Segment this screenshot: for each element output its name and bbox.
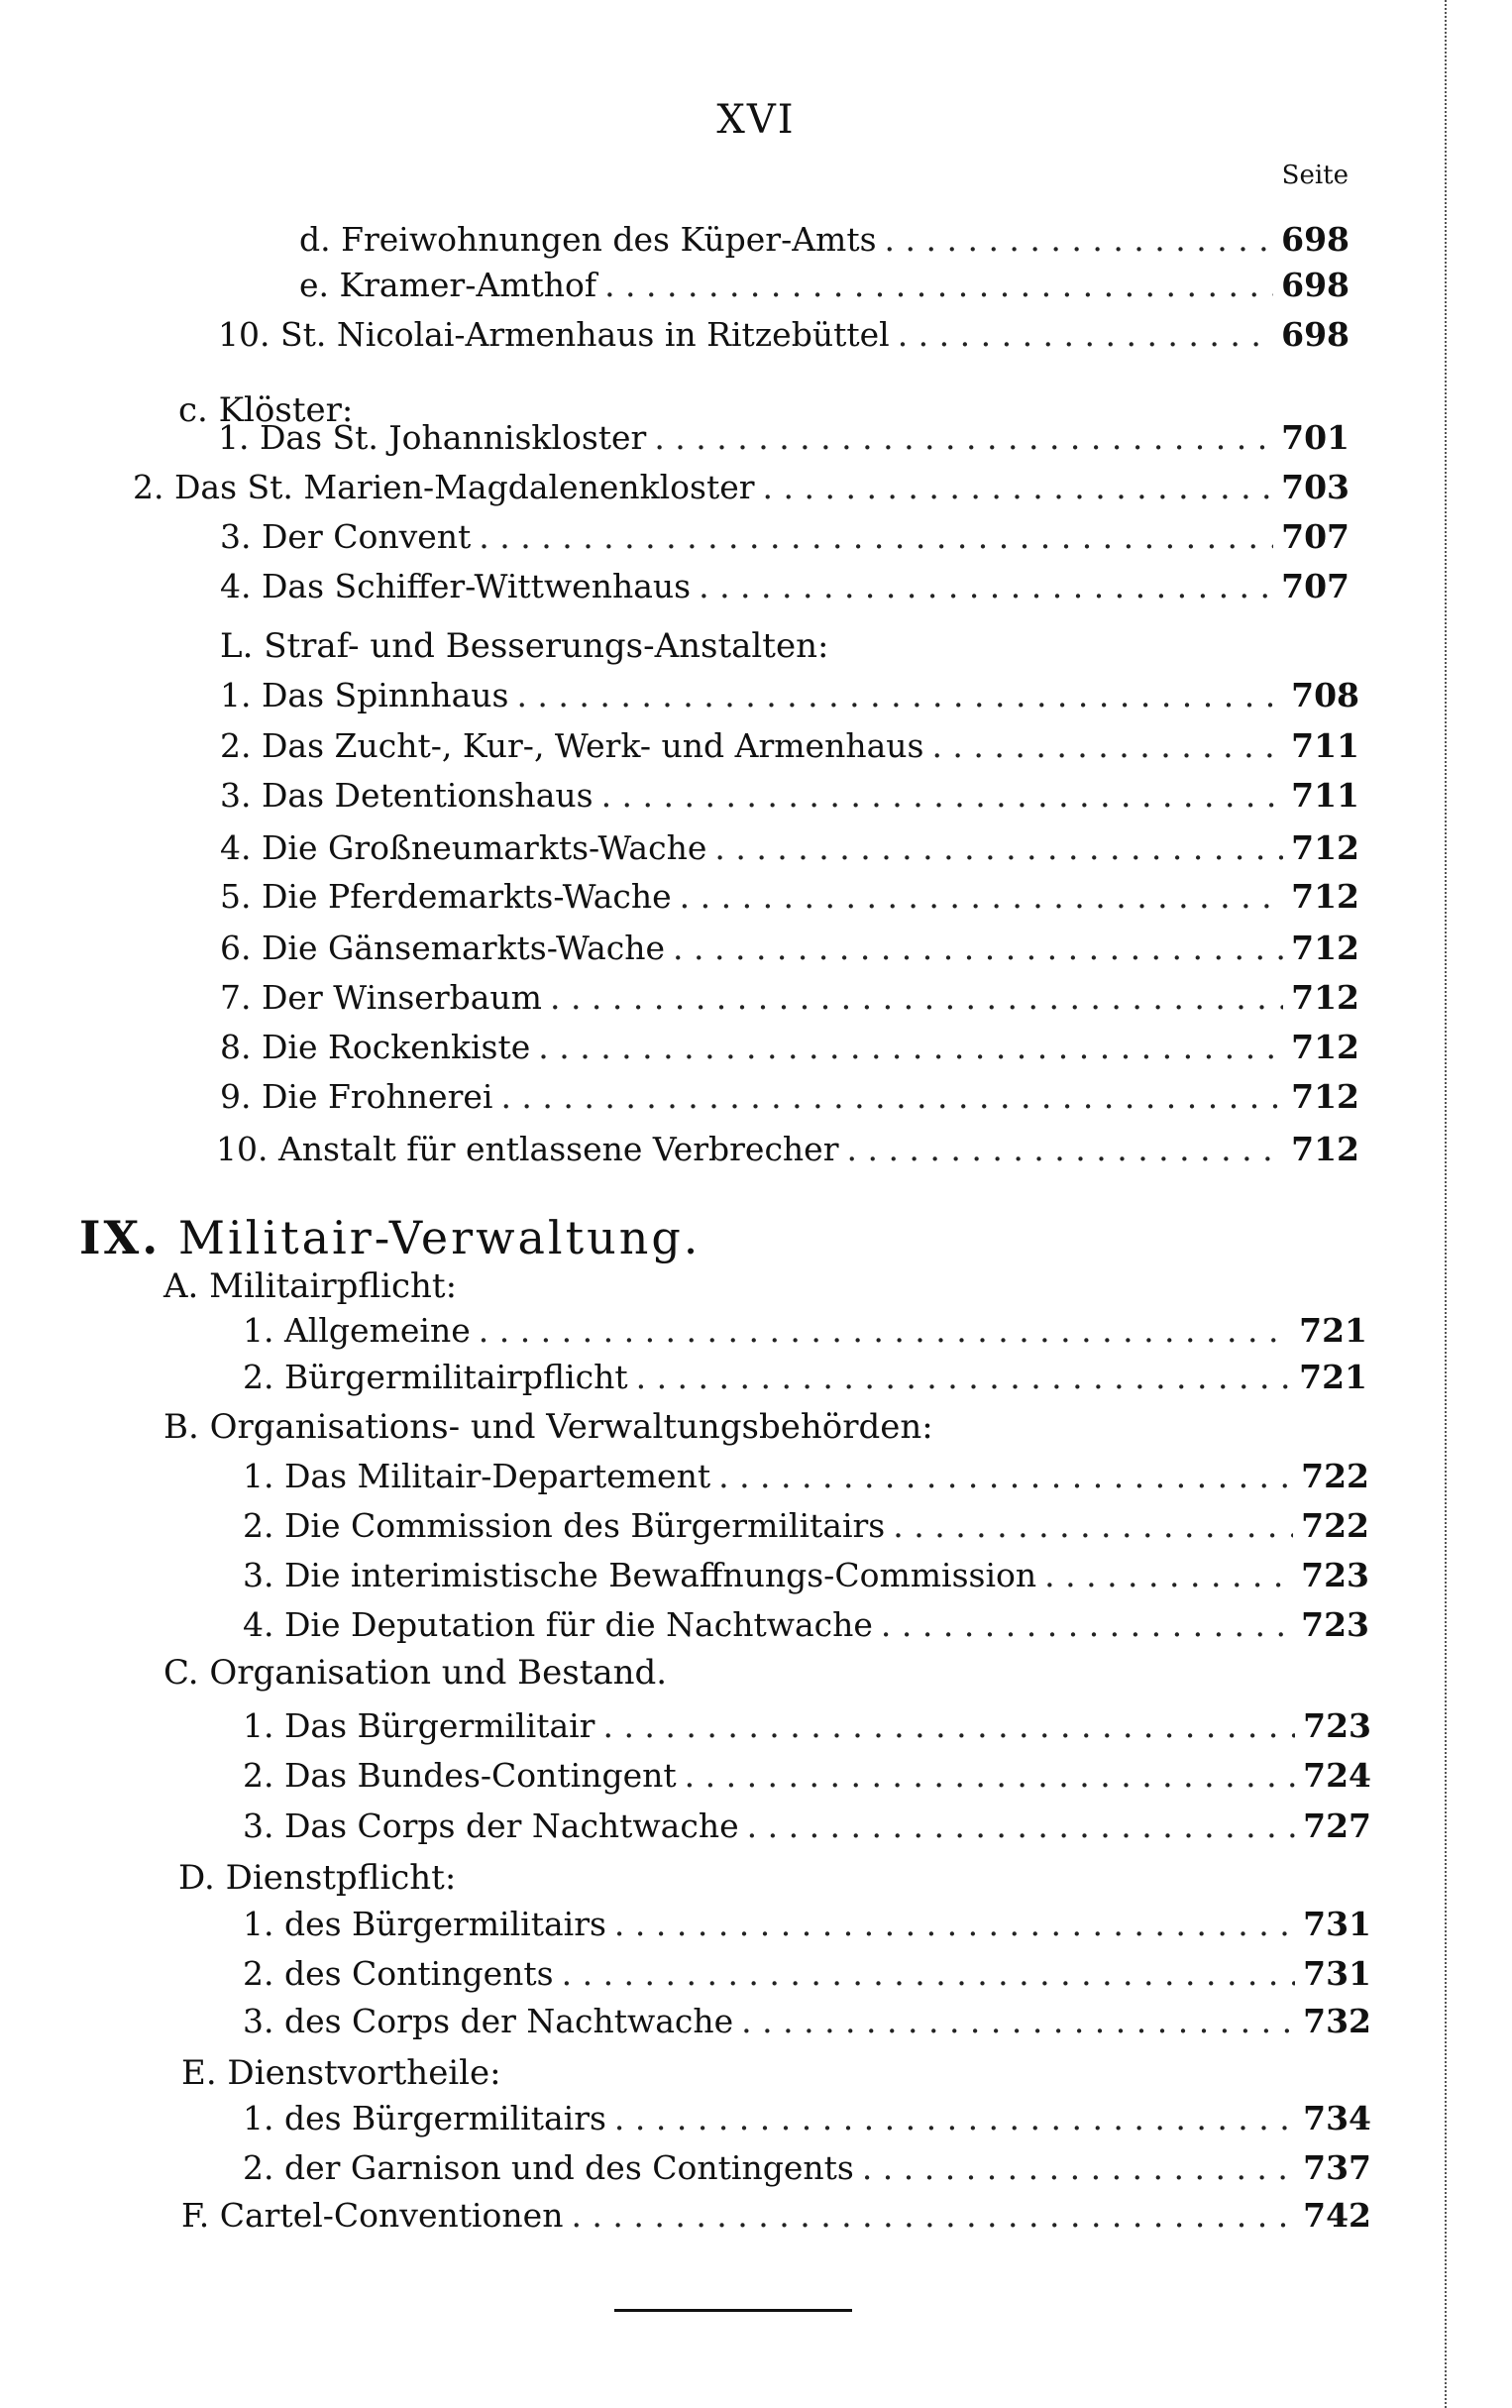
dot-leader <box>741 2002 1295 2040</box>
entry-page: 721 <box>1299 1311 1367 1350</box>
chapter-heading <box>79 1211 701 1264</box>
entry-page: 712 <box>1291 828 1359 867</box>
entry-title: 10. St. Nicolai-Armenhaus in Ritzebüttel <box>218 315 890 354</box>
entry-page: 723 <box>1301 1605 1369 1644</box>
entry-title: 3. des Corps der Nachtwache <box>243 2002 734 2040</box>
section-heading: A. Militairpflicht: <box>163 1266 458 1306</box>
toc-entry <box>220 828 1359 876</box>
toc-entry <box>299 266 1350 313</box>
dot-leader <box>602 1706 1295 1745</box>
dot-leader <box>763 468 1274 506</box>
entry-title: 1. Das St. Johanniskloster <box>218 418 647 457</box>
entry-page: 698 <box>1281 266 1350 304</box>
entry-page: 712 <box>1291 929 1359 967</box>
entry-title: 1. Das Militair-Departement <box>243 1457 711 1495</box>
entry-page: 711 <box>1291 776 1359 815</box>
entry-title: 2. der Garnison und des Contingents <box>243 2148 854 2187</box>
entry-title: e. Kramer-Amthof <box>299 266 597 304</box>
dot-leader <box>685 1756 1295 1795</box>
toc-entry <box>181 2196 1371 2244</box>
entry-title: 5. Die Pferdemarkts-Wache <box>220 877 672 916</box>
entry-title: 1. Allgemeine <box>243 1311 471 1350</box>
chapter-title: Militair-Verwaltung. <box>177 1211 702 1264</box>
dot-leader <box>614 1905 1295 1943</box>
entry-page: 723 <box>1303 1706 1371 1745</box>
toc-entry <box>243 1457 1369 1504</box>
toc-entry <box>243 1954 1371 2002</box>
entry-page: 698 <box>1281 220 1350 259</box>
entry-title: 4. Die Großneumarkts-Wache <box>220 828 707 867</box>
toc-entry <box>243 1756 1371 1804</box>
entry-title: 1. des Bürgermilitairs <box>243 2099 606 2137</box>
entry-title: 2. Bürgermilitairpflicht <box>243 1358 628 1396</box>
entry-page: 731 <box>1303 1905 1371 1943</box>
entry-title: 8. Die Rockenkiste <box>220 1028 531 1066</box>
entry-title: F. Cartel-Conventionen <box>181 2196 564 2235</box>
dot-leader <box>714 828 1283 867</box>
entry-title: 3. Das Detentionshaus <box>220 776 594 815</box>
entry-title: 7. Der Winserbaum <box>220 978 542 1017</box>
dot-leader <box>881 1605 1293 1644</box>
dot-leader <box>654 418 1273 457</box>
dot-leader <box>601 776 1284 815</box>
dot-leader <box>699 567 1273 605</box>
dot-leader <box>479 517 1273 556</box>
toc-entry <box>243 1605 1369 1653</box>
entry-page: 721 <box>1299 1358 1367 1396</box>
entry-page: 701 <box>1281 418 1350 457</box>
dot-leader <box>931 726 1283 765</box>
dot-leader <box>1044 1556 1293 1594</box>
dot-leader <box>614 2099 1295 2137</box>
entry-page: 727 <box>1303 1806 1371 1845</box>
section-heading: C. Organisation und Bestand. <box>163 1653 668 1693</box>
entry-title: 10. Anstalt für entlassene Verbrecher <box>216 1130 839 1168</box>
entry-page: 731 <box>1303 1954 1371 1993</box>
dot-leader <box>571 2196 1295 2235</box>
dot-leader <box>893 1506 1293 1545</box>
toc-entry <box>220 978 1359 1026</box>
toc-entry <box>216 1130 1359 1177</box>
toc-entry <box>220 776 1359 823</box>
entry-page: 712 <box>1291 1130 1359 1168</box>
toc-entry <box>243 2099 1371 2146</box>
dot-leader <box>898 315 1273 354</box>
entry-page: 742 <box>1303 2196 1371 2235</box>
entry-title: 3. Die interimistische Bewaffnungs-Commission <box>243 1556 1037 1594</box>
toc-entry <box>220 567 1350 614</box>
toc-entry <box>133 468 1350 515</box>
dot-leader <box>516 676 1283 714</box>
entry-page: 722 <box>1301 1506 1369 1545</box>
dot-leader <box>862 2148 1295 2187</box>
toc-entry <box>243 1358 1367 1405</box>
section-heading: D. Dienstpflicht: <box>178 1858 457 1898</box>
dot-leader <box>718 1457 1293 1495</box>
entry-page: 707 <box>1281 567 1350 605</box>
entry-page: 724 <box>1303 1756 1371 1795</box>
entry-page: 698 <box>1281 315 1350 354</box>
entry-title: 2. Die Commission des Bürgermilitairs <box>243 1506 886 1545</box>
entry-page: 723 <box>1301 1556 1369 1594</box>
dot-leader <box>747 1806 1295 1845</box>
page-number: XVI <box>716 97 796 143</box>
entry-page: 703 <box>1281 468 1350 506</box>
dot-leader <box>885 220 1274 259</box>
entry-page: 722 <box>1301 1457 1369 1495</box>
section-heading: L. Straf- und Besserungs-Anstalten: <box>220 626 829 666</box>
toc-entry <box>220 929 1359 976</box>
column-header-seite: Seite <box>1281 161 1349 190</box>
toc-entry <box>243 1706 1371 1754</box>
toc-entry <box>218 315 1350 363</box>
toc-entry <box>243 2002 1371 2049</box>
dot-leader <box>680 877 1283 916</box>
toc-entry <box>243 1905 1371 1952</box>
toc-entry <box>220 1077 1359 1125</box>
toc-entry <box>243 1311 1367 1359</box>
entry-page: 712 <box>1291 978 1359 1017</box>
toc-entry <box>243 1806 1371 1854</box>
entry-title: 1. Das Bürgermilitair <box>243 1706 595 1745</box>
section-heading: B. Organisations- und Verwaltungsbehörden: <box>163 1407 933 1447</box>
entry-page: 711 <box>1291 726 1359 765</box>
entry-title: 6. Die Gänsemarkts-Wache <box>220 929 666 967</box>
page-edge <box>1445 0 1447 2408</box>
entry-title: 2. Das Zucht-, Kur-, Werk- und Armenhaus <box>220 726 924 765</box>
dot-leader <box>550 978 1283 1017</box>
toc-entry <box>243 1556 1369 1603</box>
toc-entry <box>220 1028 1359 1075</box>
entry-title: 3. Der Convent <box>220 517 472 556</box>
entry-title: 4. Das Schiffer-Wittwenhaus <box>220 567 692 605</box>
entry-title: d. Freiwohnungen des Küper-Amts <box>299 220 877 259</box>
toc-entry <box>299 220 1350 268</box>
dot-leader <box>846 1130 1283 1168</box>
toc-entry <box>243 1506 1369 1554</box>
dot-leader <box>562 1954 1296 1993</box>
entry-title: 9. Die Frohnerei <box>220 1077 493 1116</box>
section-heading: E. Dienstvortheile: <box>181 2053 501 2093</box>
toc-entry <box>243 2148 1371 2196</box>
toc-entry <box>220 517 1350 565</box>
entry-page: 712 <box>1291 877 1359 916</box>
entry-title: 1. Das Spinnhaus <box>220 676 509 714</box>
entry-page: 707 <box>1281 517 1350 556</box>
entry-page: 708 <box>1291 676 1359 714</box>
entry-page: 734 <box>1303 2099 1371 2137</box>
dot-leader <box>673 929 1283 967</box>
entry-title: 4. Die Deputation für die Nachtwache <box>243 1605 873 1644</box>
footer-rule <box>614 2309 852 2312</box>
entry-title: 2. des Contingents <box>243 1954 554 1993</box>
entry-title: 3. Das Corps der Nachtwache <box>243 1806 739 1845</box>
dot-leader <box>604 266 1273 304</box>
toc-entry <box>220 726 1359 774</box>
dot-leader <box>538 1028 1283 1066</box>
toc-entry <box>220 877 1359 925</box>
dot-leader <box>636 1358 1292 1396</box>
entry-title: 1. des Bürgermilitairs <box>243 1905 606 1943</box>
entry-page: 712 <box>1291 1077 1359 1116</box>
entry-page: 732 <box>1303 2002 1371 2040</box>
chapter-number: IX. <box>79 1211 162 1264</box>
toc-entry <box>218 418 1350 466</box>
section-heading: c. Klöster: <box>178 390 354 430</box>
entry-page: 712 <box>1291 1028 1359 1066</box>
entry-page: 737 <box>1303 2148 1371 2187</box>
entry-title: 2. Das Bundes-Contingent <box>243 1756 677 1795</box>
toc-entry <box>220 676 1359 723</box>
dot-leader <box>500 1077 1283 1116</box>
entry-title: 2. Das St. Marien-Magdalenenkloster <box>133 468 755 506</box>
dot-leader <box>479 1311 1291 1350</box>
